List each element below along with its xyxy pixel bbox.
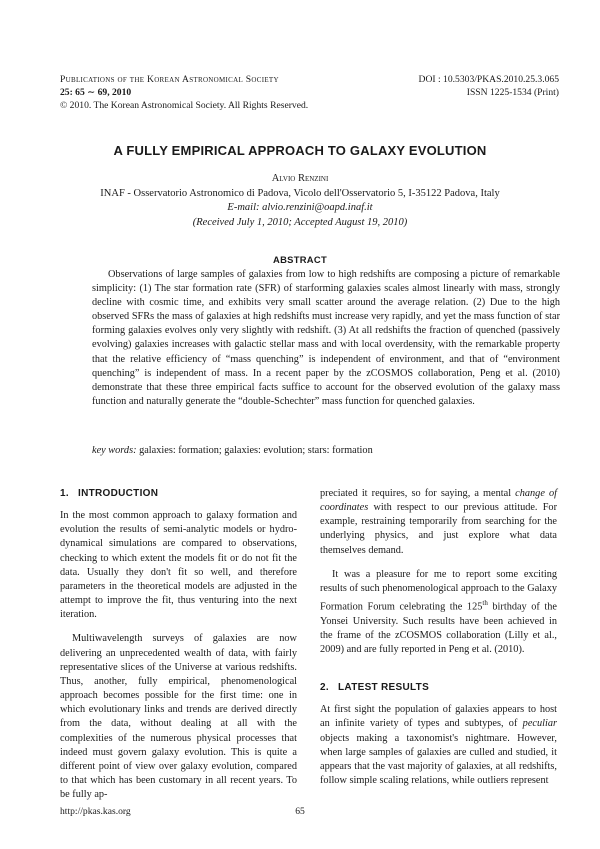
email: E-mail: alvio.renzini@oapd.inaf.it [227,202,373,213]
keywords-text: galaxies: formation; galaxies: evolution; stars: formation [139,445,373,456]
section-number: 1. [60,488,69,499]
doi: DOI : 10.5303/PKAS.2010.25.3.065 [418,74,559,85]
left-column [60,487,297,802]
journal-name: Publications of the Korean Astronomical Society [60,74,279,85]
author-name: Alvio Renzini [271,173,329,184]
issn: ISSN 1225-1534 (Print) [466,87,559,98]
section-heading-latest-results [320,681,557,695]
volume-pages: 25: 65 ∼ 69, 2010 [60,87,132,98]
doi-block [419,73,559,99]
copyright-line: © 2010. The Korean Astronomical Society. All Rights Reserved. [60,100,309,111]
journal-url[interactable]: http://pkas.kas.org [60,806,131,817]
results-paragraph-1: At first sight the population of galaxies appears to host an infinite variety of types and subtypes, of peculiar objects making a taxonomist's nightmare. However, when large samples of galaxies are culled and studied, it appears that the vast majority of galaxies, at all redshifts, follow simple scaling relations, while outliers represent [320,704,557,787]
intro-paragraph-4: It was a pleasure for me to report some exciting results of such phenomenological approach to the Galaxy Formation Forum celebrating the 125th birthday of the Yonsei University. Such results have been achieved in the frame of the zCOSMOS collaboration (Lilly et al., 2009) and are fully reported in Peng et al. (2010). [320,568,557,655]
journal-header [60,73,308,112]
intro-paragraph-1: In the most common approach to galaxy formation and evolution the results of semi-analytic models or hydro-dynamical simulations are compared to observations, checking to which extent the models fit or do not fit the data. Usually they don't fit so well, and therefore parameters in the theoretical models are adjusted in the attempt to improve the fit, thus venturing into the next iteration. [60,510,297,621]
section-heading-introduction [60,487,297,501]
paper-title: A FULLY EMPIRICAL APPROACH TO GALAXY EVOLUTION [113,143,487,158]
abstract-heading: ABSTRACT [273,254,327,265]
section-title: LATEST RESULTS [338,682,430,694]
page-number: 65 [295,806,305,817]
intro-paragraph-3: preciated it requires, so for saying, a mental change of coordinates with respect to our previous attitude. For example, restraining temporarily from searching for the underlying physics, and just explore what data themselves demand. [320,488,557,556]
keywords [92,444,560,458]
received-dates: (Received July 1, 2010; Accepted August 19, 2010) [192,216,408,228]
keywords-label: key words: [92,445,137,456]
author-block [0,172,600,230]
section-title: INTRODUCTION [78,488,159,499]
right-column [320,487,557,788]
affiliation: INAF - Osservatorio Astronomico di Padova, Vicolo dell'Osservatorio 5, I-35122 Padova, Italy [100,187,500,199]
intro-paragraph-2: Multiwavelength surveys of galaxies are now delivering an unprecedented wealth of data, with fairly representative slices of the Universe at various redshifts. Thus, another, fully empirical, phenomenological approach becomes possible for the first time: one in which evolutionary links and trends are derived directly from the data, without dealing at all with the complexities of the numerous physical processes that indeed must govern galaxy evolution. This is quite a different point of view over galaxy evolution, compared to that which has been customary in all recent years. To be fully ap- [60,633,297,801]
abstract-text: Observations of large samples of galaxies from low to high redshifts are composing a picture of remarkable simplicity: (1) The star formation rate (SFR) of starforming galaxies scales almost linearly with mass, strongly decline with cosmic time, and exhibits very small scatter around the average relation. (2) Due to the high observed SFRs the mass of galaxies at high redshifts must increase very rapidly, and yet the mass function of star forming galaxies evolves only very slightly with redshift. (3) At all redshifts the fraction of quenched (passively evolving) galaxies increases with galactic stellar mass and with local overdensity, with the remarkable property that the relative efficiency of “mass quenching” is independent of environment, and that of “environment quenching” is independent of mass. In a recent paper by the zCOSMOS collaboration, Peng et al. (2010) demonstrate that these three empirical facts suffice to account for the observed evolution of the galaxy mass function and naturally generate the “double-Schechter” mass function for quenched galaxies. [92,269,560,407]
section-number: 2. [320,682,329,694]
